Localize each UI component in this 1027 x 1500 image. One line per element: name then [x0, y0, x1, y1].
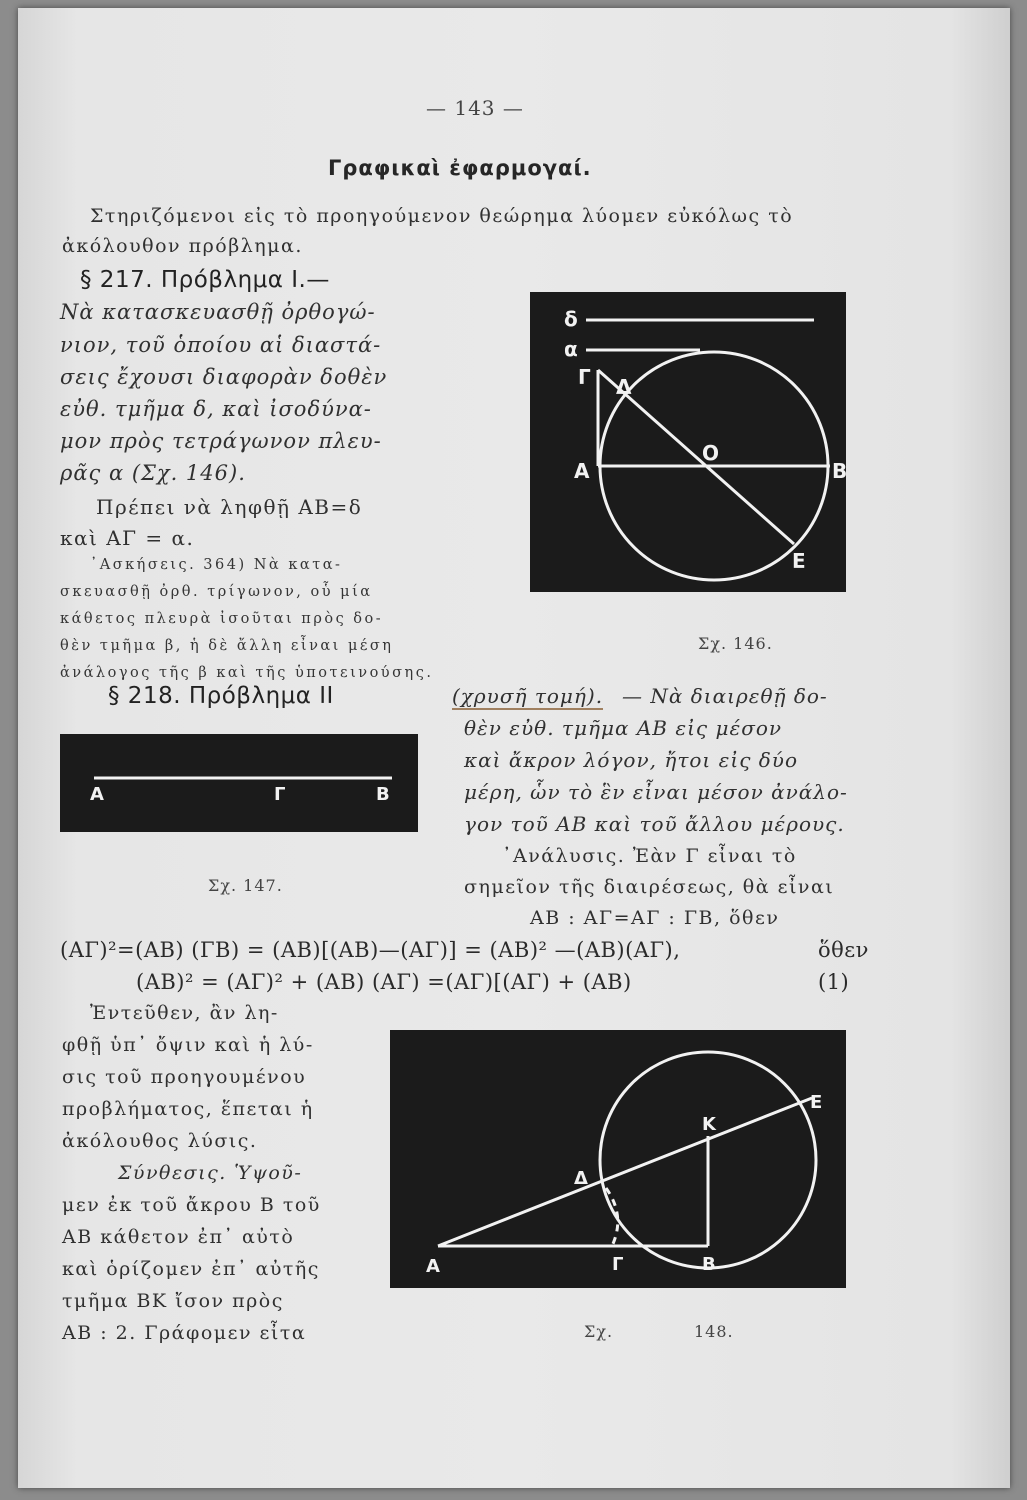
s218-statement-line: γον τοῦ ΑΒ καὶ τοῦ ἄλλου μέρους.: [464, 812, 845, 836]
section-217-heading: § 217. Πρόβλημα Ι.—: [80, 267, 330, 293]
figure-148-caption-right: 148.: [694, 1322, 734, 1341]
label-E: Ε: [810, 1092, 823, 1113]
figure-147: [60, 734, 418, 832]
s217-note-line: Πρέπει νὰ ληφθῇ ΑΒ=δ: [96, 495, 363, 519]
figure-146: [530, 292, 846, 592]
label-O: Ο: [702, 441, 720, 465]
exercise-line: κάθετος πλευρὰ ἰσοῦται πρὸς δο-: [60, 611, 384, 627]
label-B: Β: [832, 459, 846, 483]
synthesis-line: ΑΒ : 2. Γράφομεν εἶτα: [62, 1322, 307, 1344]
s218-statement-line: θὲν εὐθ. τμῆμα ΑΒ εἰς μέσον: [464, 716, 783, 740]
label-delta: δ: [564, 307, 578, 331]
label-E: Ε: [792, 549, 806, 573]
page-title: Γραφικαὶ ἐφαρμογαί.: [328, 156, 592, 180]
secant-AE: [438, 1098, 812, 1246]
conclusion-line: ἀκόλουθος λύσις.: [62, 1130, 258, 1152]
figure-146-caption: Σχ. 146.: [698, 634, 773, 653]
label-A: Α: [574, 459, 590, 483]
label-B: Β: [702, 1254, 716, 1275]
label-Delta: Δ: [574, 1168, 588, 1189]
synthesis-line: μεν ἐκ τοῦ ἄκρου Β τοῦ: [62, 1194, 321, 1216]
figure-148-drawing: [390, 1030, 846, 1288]
s217-statement-line: μον πρὸς τετράγωνον πλευ-: [60, 429, 382, 453]
conclusion-line: προβλήματος, ἕπεται ἡ: [62, 1098, 314, 1120]
s218-statement-line: — Νὰ διαιρεθῇ δο-: [622, 684, 828, 708]
conclusion-line: σις τοῦ προηγουμένου: [62, 1066, 307, 1088]
analysis-line: σημεῖον τῆς διαιρέσεως, θὰ εἶναι: [464, 876, 835, 898]
equation-2-number: (1): [818, 970, 850, 994]
book-page: [18, 8, 1010, 1488]
intro-line-1: Στηριζόμενοι εἰς τὸ προηγούμενον θεώρημα λύομεν εὐκόλως τὸ: [90, 205, 794, 227]
s218-statement-line: μέρη, ὧν τὸ ἓν εἶναι μέσον ἀνάλο-: [464, 780, 848, 804]
s218-statement-line: καὶ ἄκρον λόγον, ἤτοι εἰς δύο: [464, 748, 798, 772]
s217-statement-line: νιον, τοῦ ὁποίου αἱ διαστά-: [60, 333, 382, 357]
s217-statement-line: εὐθ. τμῆμα δ, καὶ ἰσοδύνα-: [60, 397, 372, 421]
conclusion-line: φθῇ ὑπ᾿ ὄψιν καὶ ἡ λύ-: [62, 1034, 314, 1056]
figure-146-drawing: [530, 292, 846, 592]
conclusion-line: Ἐντεῦθεν, ἂν λη-: [90, 1002, 279, 1024]
exercise-line: ᾿Ασκήσεις. 364) Νὰ κατα-: [90, 557, 343, 573]
s217-statement-line: Νὰ κατασκευασθῇ ὀρθογώ-: [60, 300, 376, 324]
figure-147-caption: Σχ. 147.: [208, 876, 283, 895]
equation-1-tail: ὅθεν: [818, 938, 869, 962]
analysis-line: ᾿Ανάλυσις. Ἐὰν Γ εἶναι τὸ: [502, 845, 797, 867]
label-A: Α: [90, 784, 104, 805]
figure-148: [390, 1030, 846, 1288]
exercise-line: ἀνάλογος τῆς β καὶ τῆς ὑποτεινούσης.: [60, 665, 434, 681]
s217-statement-line: ρᾶς α (Σχ. 146).: [60, 461, 246, 485]
label-G: Γ: [612, 1254, 624, 1275]
label-A: Α: [426, 1256, 440, 1277]
s217-statement-line: σεις ἔχουσι διαφορὰν δοθὲν: [60, 365, 388, 389]
intro-line-2: ἀκόλουθον πρόβλημα.: [62, 235, 303, 257]
label-K: Κ: [702, 1114, 716, 1135]
exercise-line: θὲν τμῆμα β, ἡ δὲ ἄλλη εἶναι μέση: [60, 638, 394, 654]
analysis-line: ΑΒ : ΑΓ=ΑΓ : ΓΒ, ὅθεν: [530, 907, 780, 929]
synthesis-line: ΑΒ κάθετον ἐπ᾿ αὐτὸ: [62, 1226, 295, 1248]
synthesis-line: τμῆμα ΒΚ ἴσον πρὸς: [62, 1290, 284, 1312]
s217-note-line: καὶ ΑΓ = α.: [60, 526, 195, 550]
exercise-line: σκευασθῇ ὀρθ. τρίγωνον, οὗ μία: [60, 584, 373, 600]
label-alpha: α: [564, 337, 578, 361]
golden-section-underlined: (χρυσῆ τομή).: [452, 684, 604, 708]
section-218-heading: § 218. Πρόβλημα ΙΙ: [108, 683, 334, 709]
label-gamma: Γ: [578, 365, 591, 389]
equation-2: (ΑΒ)² = (ΑΓ)² + (ΑΒ) (ΑΓ) =(ΑΓ)[(ΑΓ) + (ΑΒ): [136, 970, 632, 994]
label-G: Γ: [274, 784, 286, 805]
equation-1: (ΑΓ)²=(ΑΒ) (ΓΒ) = (ΑΒ)[(ΑΒ)—(ΑΓ)] = (ΑΒ)² —(ΑΒ)(ΑΓ),: [60, 938, 681, 962]
label-Delta: Δ: [616, 375, 632, 399]
figure-148-caption-left: Σχ.: [584, 1322, 614, 1341]
page-number: — 143 —: [426, 96, 524, 120]
synthesis-line: Σύνθεσις. Ὑψοῦ-: [118, 1162, 303, 1184]
figure-147-drawing: [60, 734, 418, 832]
synthesis-line: καὶ ὁρίζομεν ἐπ᾿ αὐτῆς: [62, 1258, 320, 1280]
label-B: Β: [376, 784, 390, 805]
